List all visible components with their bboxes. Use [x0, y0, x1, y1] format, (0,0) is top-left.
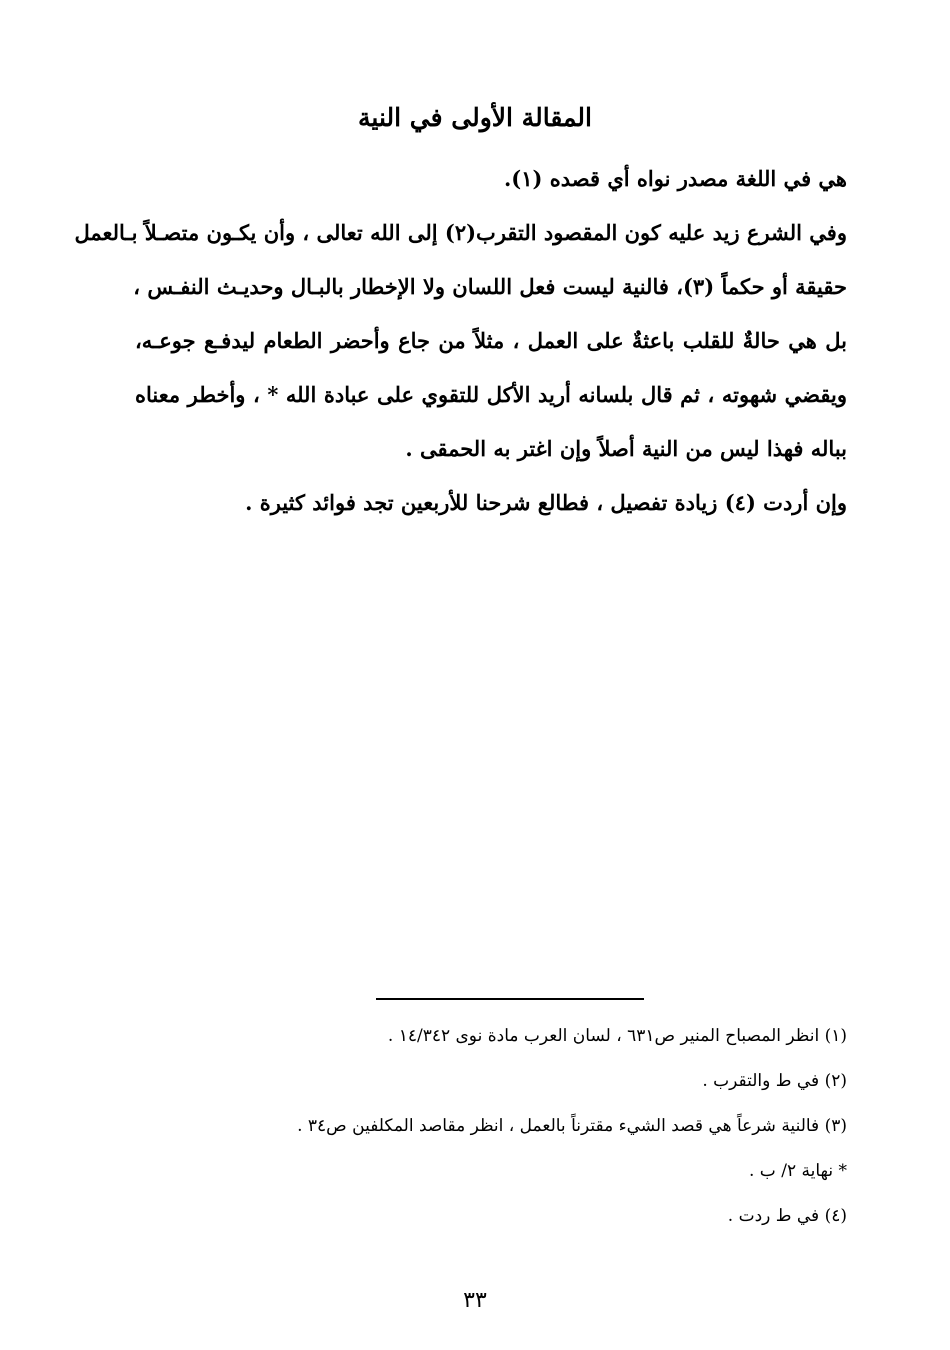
chapter-title: المقالة الأولى في النية — [358, 103, 592, 132]
footnote-4: (٤) في ط ردت . — [727, 1206, 847, 1226]
body-line-4: بل هي حالةٌ للقلب باعثةٌ على العمل ، مثلاً من جاع وأحضر الطعام ليدفـع جوعـه، — [135, 328, 847, 353]
page-number: ٣٣ — [463, 1288, 487, 1313]
body-line-7: وإن أردت (٤) زيادة تفصيل ، فطالع شرحنا للأربعين تجد فوائد كثيرة . — [245, 490, 847, 515]
body-text — [74, 152, 847, 530]
body-line-6: بباله فهذا ليس من النية أصلاً وإن اغتر به الحمقى . — [405, 436, 847, 461]
body-line-1: هي في اللغة مصدر نواه أي قصده (١). — [503, 166, 847, 191]
footnote-2: (٢) في ط والتقرب . — [702, 1071, 847, 1091]
footnotes — [135, 1014, 847, 1239]
footnote-3: (٣) فالنية شرعاً هي قصد الشيء مقترناً بالعمل ، انظر مقاصد المكلفين ص٣٤ . — [297, 1116, 847, 1136]
body-line-2: وفي الشرع زيد عليه كون المقصود التقرب(٢) إلى الله تعالى ، وأن يكـون متصـلاً بـالعمل — [74, 220, 847, 245]
body-line-5: ويقضي شهوته ، ثم قال بلسانه أريد الأكل للتقوي على عبادة الله * ، وأخطر معناه — [135, 382, 847, 407]
footnote-marker-note: * نهاية ٢/ ب . — [749, 1161, 847, 1181]
footnote-1: (١) انظر المصباح المنير ص٦٣١ ، لسان العرب مادة نوى ١٤/٣٤٢ . — [387, 1026, 847, 1046]
body-line-3: حقيقة أو حكماً (٣)، فالنية ليست فعل اللسان ولا الإخطار بالبـال وحديـث النفـس ، — [133, 274, 847, 299]
footnote-separator — [376, 998, 644, 1000]
